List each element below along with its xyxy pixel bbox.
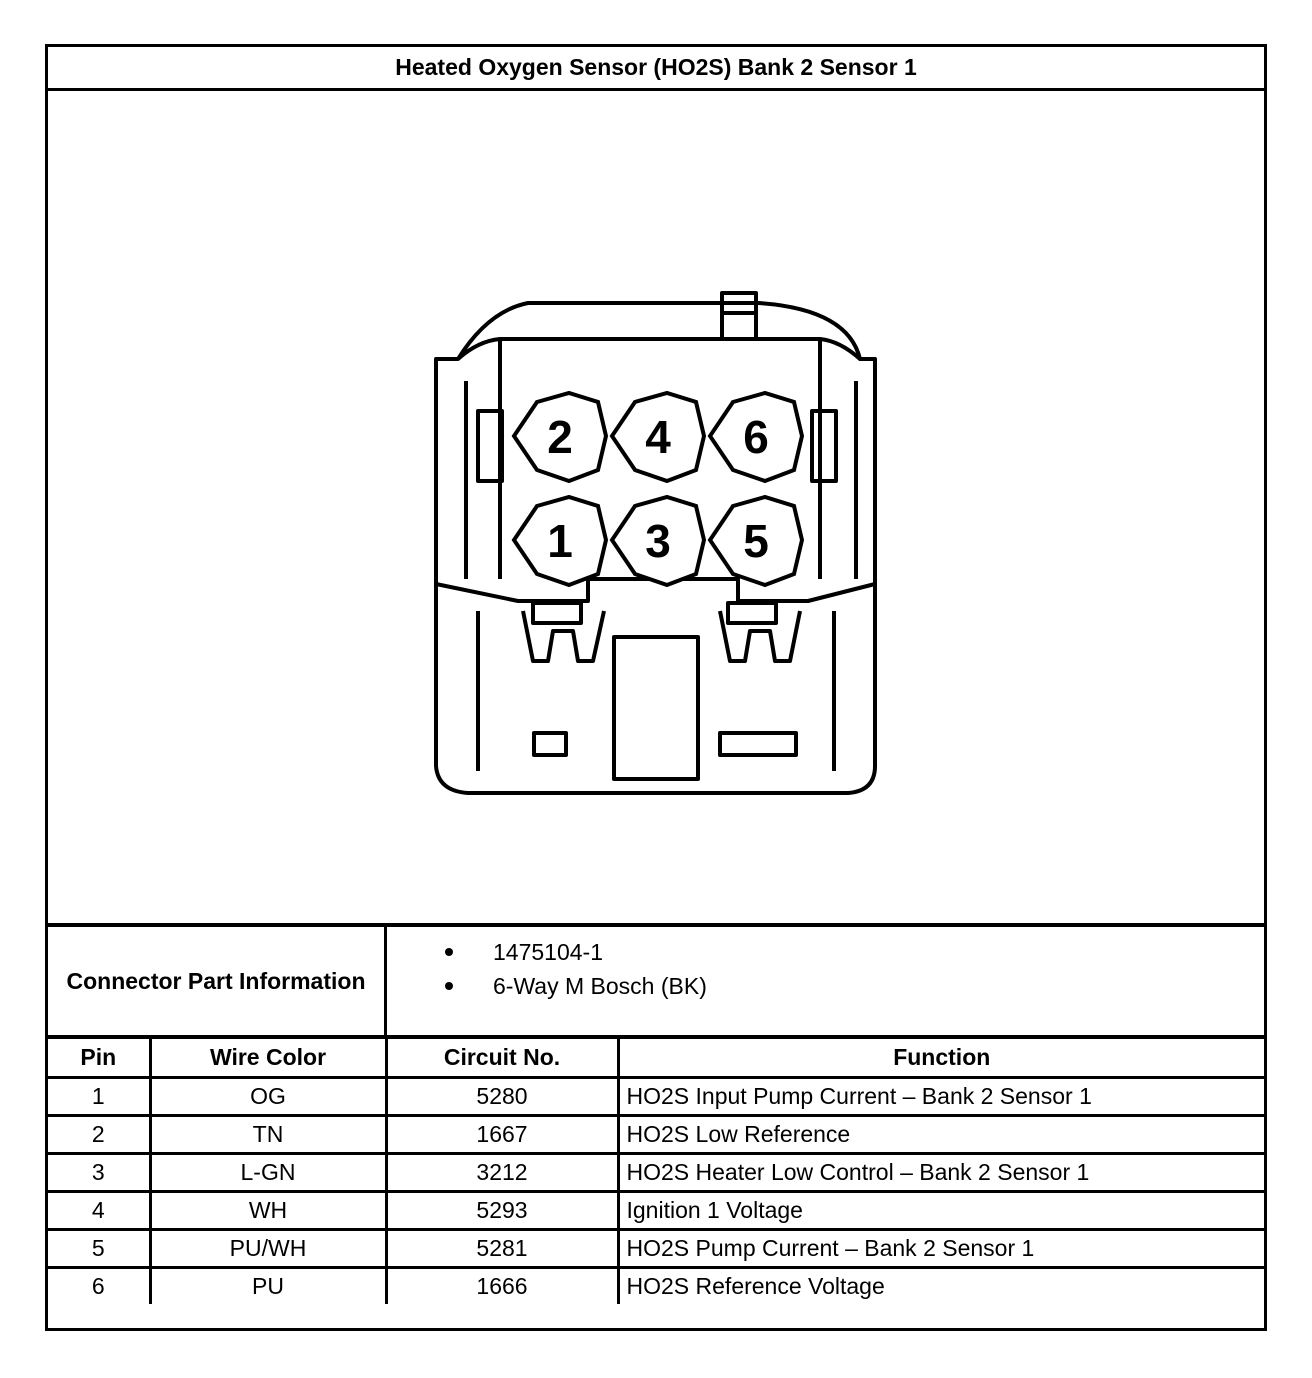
header-circuit: Circuit No. bbox=[386, 1039, 618, 1078]
table-row: 5 PU/WH 5281 HO2S Pump Current – Bank 2 Sensor 1 bbox=[48, 1230, 1264, 1268]
part-info-list bbox=[387, 935, 707, 1003]
table-row: 6 PU 1666 HO2S Reference Voltage bbox=[48, 1268, 1264, 1305]
table-header-row bbox=[48, 1039, 1264, 1078]
header-wire-color: Wire Color bbox=[150, 1039, 386, 1078]
page-title: Heated Oxygen Sensor (HO2S) Bank 2 Sensor 1 bbox=[48, 47, 1264, 91]
pin-label-5: 5 bbox=[743, 515, 769, 567]
part-info-item: 1475104-1 bbox=[387, 935, 707, 969]
connector-diagram bbox=[48, 91, 1264, 925]
part-info-item: 6-Way M Bosch (BK) bbox=[387, 969, 707, 1003]
connector-sheet bbox=[45, 44, 1267, 1331]
latch-tab bbox=[722, 293, 756, 339]
pin-label-1: 1 bbox=[547, 515, 573, 567]
header-function: Function bbox=[618, 1039, 1264, 1078]
part-info-label: Connector Part Information bbox=[48, 927, 387, 1035]
pin-label-2: 2 bbox=[547, 411, 573, 463]
table-row: 1 OG 5280 HO2S Input Pump Current – Bank 2 Sensor 1 bbox=[48, 1078, 1264, 1116]
center-key bbox=[614, 637, 698, 779]
table-row: 3 L-GN 3212 HO2S Heater Low Control – Bank 2 Sensor 1 bbox=[48, 1154, 1264, 1192]
pin-label-3: 3 bbox=[645, 515, 671, 567]
bullet-icon bbox=[445, 948, 453, 956]
table-row: 4 WH 5293 Ignition 1 Voltage bbox=[48, 1192, 1264, 1230]
header-pin: Pin bbox=[48, 1039, 150, 1078]
connector-face-drawing bbox=[48, 91, 1264, 925]
bullet-icon bbox=[445, 982, 453, 990]
pinout-table bbox=[48, 1039, 1264, 1304]
table-row: 2 TN 1667 HO2S Low Reference bbox=[48, 1116, 1264, 1154]
pin-label-4: 4 bbox=[645, 411, 671, 463]
connector-part-info bbox=[48, 923, 1264, 1039]
pin-label-6: 6 bbox=[743, 411, 769, 463]
